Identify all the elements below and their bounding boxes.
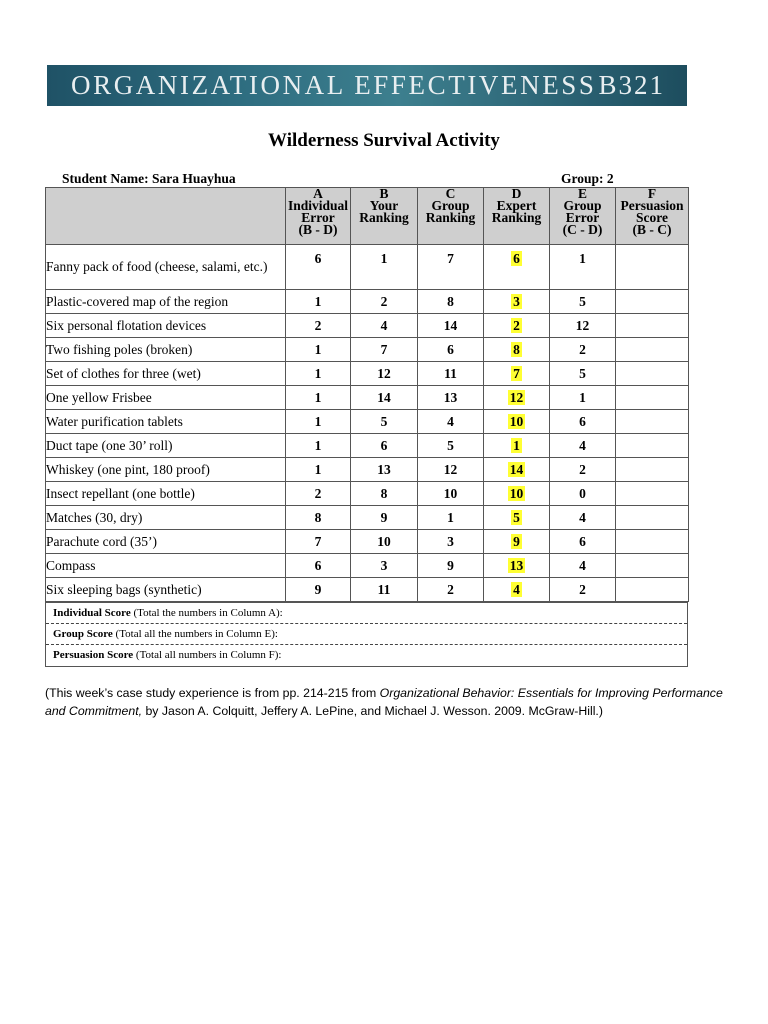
cell-value: 11	[377, 581, 391, 597]
cell-col-c	[418, 578, 484, 602]
item-name: Six personal flotation devices	[46, 314, 286, 338]
cell-value: 6	[380, 437, 388, 453]
expert-ranking-value: 14	[509, 461, 524, 477]
column-header-line: Your	[369, 198, 399, 213]
cell-col-c	[418, 434, 484, 458]
note-book-title: Organizational Behavior: Essentials for Improving Performance and Commitment,	[45, 686, 723, 718]
cell-col-a	[286, 578, 351, 602]
table-row	[46, 410, 689, 434]
cell-value: 6	[579, 533, 586, 549]
cell-col-d	[484, 338, 550, 362]
cell-col-a	[286, 386, 351, 410]
cell-col-d	[484, 410, 550, 434]
cell-value: 12	[443, 461, 458, 477]
cell-col-b	[351, 290, 418, 314]
cell-col-b	[351, 386, 418, 410]
cell-col-c	[418, 410, 484, 434]
cell-value: 4	[579, 557, 586, 573]
cell-col-c	[418, 314, 484, 338]
cell-col-c	[418, 338, 484, 362]
table-row	[46, 434, 689, 458]
table-row	[46, 386, 689, 410]
cell-value: 1	[314, 341, 322, 357]
cell-value: 6	[314, 251, 322, 266]
table-row	[46, 245, 689, 290]
cell-col-b	[351, 338, 418, 362]
cell-col-d	[484, 482, 550, 506]
cell-col-e	[550, 554, 616, 578]
cell-col-f[interactable]	[616, 554, 689, 578]
cell-col-d	[484, 578, 550, 602]
score-row[interactable]	[46, 645, 687, 666]
ranking-table	[45, 187, 689, 602]
cell-value: 4	[380, 317, 388, 333]
column-header-line: Ranking	[491, 210, 542, 225]
cell-col-a	[286, 245, 351, 290]
cell-value: 5	[579, 365, 586, 381]
expert-ranking-value: 2	[513, 317, 520, 333]
column-header-line: Individual	[287, 198, 349, 213]
cell-col-b	[351, 245, 418, 290]
column-header-line: (B - D)	[298, 222, 338, 237]
cell-value: 1	[579, 389, 586, 405]
cell-value: 6	[314, 557, 322, 573]
column-header-c	[418, 188, 484, 245]
cell-value: 2	[579, 461, 586, 477]
cell-value: 1	[314, 365, 322, 381]
cell-col-c	[418, 290, 484, 314]
cell-col-a	[286, 458, 351, 482]
cell-col-f[interactable]	[616, 482, 689, 506]
cell-col-f[interactable]	[616, 362, 689, 386]
cell-value: 8	[380, 485, 388, 501]
cell-col-e	[550, 482, 616, 506]
cell-value: 1	[447, 509, 454, 525]
item-name: Whiskey (one pint, 180 proof)	[46, 458, 286, 482]
cell-col-d	[484, 386, 550, 410]
cell-col-a	[286, 290, 351, 314]
cell-value: 2	[447, 581, 454, 597]
expert-ranking-value: 5	[513, 509, 520, 525]
cell-col-d	[484, 362, 550, 386]
cell-value: 9	[380, 509, 388, 525]
cell-value: 4	[579, 509, 586, 525]
cell-col-a	[286, 554, 351, 578]
item-header-cell	[46, 188, 286, 245]
cell-value: 3	[380, 557, 388, 573]
item-name: Compass	[46, 554, 286, 578]
table-header-row	[46, 188, 689, 245]
column-header-line: Ranking	[359, 210, 409, 225]
item-name: Set of clothes for three (wet)	[46, 362, 286, 386]
cell-value: 1	[579, 251, 586, 266]
item-name: Plastic-covered map of the region	[46, 290, 286, 314]
cell-value: 6	[579, 413, 586, 429]
cell-col-b	[351, 434, 418, 458]
table-row	[46, 578, 689, 602]
cell-col-b	[351, 410, 418, 434]
course-banner	[47, 65, 687, 106]
note-suffix: by Jason A. Colquitt, Jeffery A. LePine, and Michael J. Wesson. 2009. McGraw-Hill.)	[142, 704, 603, 718]
expert-ranking-value: 4	[513, 581, 520, 597]
expert-ranking-value: 7	[513, 365, 520, 381]
document-title: Wilderness Survival Activity	[268, 130, 500, 151]
cell-value: 2	[314, 485, 322, 501]
cell-col-c	[418, 245, 484, 290]
cell-col-a	[286, 434, 351, 458]
cell-col-d	[484, 245, 550, 290]
expert-ranking-value: 9	[513, 533, 520, 549]
cell-value: 8	[314, 509, 322, 525]
cell-value: 8	[447, 293, 454, 309]
cell-col-a	[286, 482, 351, 506]
cell-value: 2	[380, 293, 388, 309]
cell-col-d	[484, 434, 550, 458]
table-row	[46, 482, 689, 506]
column-header-line: Expert	[496, 198, 537, 213]
group-number: Group: 2	[561, 171, 614, 186]
cell-value: 1	[314, 413, 322, 429]
cell-col-f[interactable]	[616, 434, 689, 458]
student-name: Student Name: Sara Huayhua	[62, 171, 236, 186]
cell-value: 2	[579, 581, 586, 597]
cell-col-b	[351, 362, 418, 386]
cell-col-c	[418, 386, 484, 410]
table-row	[46, 458, 689, 482]
cell-col-a	[286, 338, 351, 362]
cell-col-d	[484, 530, 550, 554]
cell-value: 7	[447, 251, 454, 266]
cell-value: 1	[314, 293, 322, 309]
cell-value: 14	[377, 389, 391, 405]
cell-col-e	[550, 362, 616, 386]
cell-col-c	[418, 530, 484, 554]
cell-col-f[interactable]	[616, 458, 689, 482]
cell-value: 10	[443, 485, 458, 501]
cell-col-a	[286, 362, 351, 386]
item-name: Parachute cord (35’)	[46, 530, 286, 554]
column-header-line: Score	[636, 210, 668, 225]
expert-ranking-value: 1	[513, 437, 520, 453]
item-name: Two fishing poles (broken)	[46, 338, 286, 362]
cell-col-d	[484, 290, 550, 314]
column-letter: C	[445, 186, 456, 201]
cell-col-e	[550, 506, 616, 530]
expert-ranking-value: 3	[513, 293, 520, 309]
cell-value: 1	[314, 461, 322, 477]
table-row	[46, 554, 689, 578]
table-row	[46, 290, 689, 314]
note-prefix: (This week’s case study experience is from pp. 214-215 from	[45, 686, 380, 700]
cell-col-f[interactable]	[616, 530, 689, 554]
score-row[interactable]	[46, 603, 687, 624]
score-label: Individual Score	[53, 607, 131, 619]
cell-value: 1	[380, 251, 388, 266]
cell-col-c	[418, 554, 484, 578]
cell-col-b	[351, 530, 418, 554]
cell-value: 7	[314, 533, 322, 549]
cell-value: 1	[314, 437, 322, 453]
item-name: Insect repellant (one bottle)	[46, 482, 286, 506]
cell-value: 0	[579, 485, 586, 501]
cell-value: 7	[380, 341, 388, 357]
cell-value: 5	[579, 293, 586, 309]
cell-col-f[interactable]	[616, 290, 689, 314]
cell-value: 14	[443, 317, 458, 333]
table-row	[46, 362, 689, 386]
score-description: (Total all the numbers in Column E):	[112, 628, 278, 640]
cell-col-e	[550, 245, 616, 290]
item-name: Fanny pack of food (cheese, salami, etc.)	[46, 245, 286, 290]
score-label: Persuasion Score	[53, 649, 134, 661]
column-header-a	[286, 188, 351, 245]
cell-col-c	[418, 506, 484, 530]
cell-col-e	[550, 530, 616, 554]
cell-col-b	[351, 578, 418, 602]
cell-col-f[interactable]	[616, 578, 689, 602]
column-header-line: Group	[431, 198, 470, 213]
table-row	[46, 506, 689, 530]
cell-col-b	[351, 554, 418, 578]
cell-col-e	[550, 434, 616, 458]
cell-value: 10	[377, 533, 391, 549]
cell-col-b	[351, 458, 418, 482]
cell-value: 13	[377, 461, 391, 477]
cell-value: 11	[444, 365, 457, 381]
column-header-f	[616, 188, 689, 245]
column-header-line: Persuasion	[620, 198, 684, 213]
cell-col-a	[286, 530, 351, 554]
cell-value: 5	[380, 413, 388, 429]
column-header-line: Error	[565, 210, 600, 225]
cell-col-a	[286, 410, 351, 434]
column-header-d	[484, 188, 550, 245]
cell-col-e	[550, 386, 616, 410]
cell-value: 4	[579, 437, 586, 453]
cell-value: 2	[314, 317, 322, 333]
cell-col-a	[286, 506, 351, 530]
column-letter: A	[313, 186, 323, 201]
cell-col-b	[351, 506, 418, 530]
expert-ranking-value: 8	[513, 341, 520, 357]
score-description: (Total the numbers in Column A):	[130, 607, 283, 619]
item-name: Six sleeping bags (synthetic)	[46, 578, 286, 602]
score-summary	[45, 602, 688, 667]
item-name: One yellow Frisbee	[46, 386, 286, 410]
score-row[interactable]	[46, 624, 687, 645]
cell-value: 4	[447, 413, 454, 429]
cell-value: 3	[447, 533, 454, 549]
cell-col-c	[418, 362, 484, 386]
column-header-line: (B - C)	[632, 222, 672, 237]
column-header-line: Error	[301, 210, 335, 225]
cell-col-f[interactable]	[616, 338, 689, 362]
item-name: Duct tape (one 30’ roll)	[46, 434, 286, 458]
cell-value: 13	[443, 389, 458, 405]
expert-ranking-value: 6	[513, 251, 520, 266]
column-letter: E	[577, 186, 587, 201]
cell-col-f[interactable]	[616, 410, 689, 434]
cell-value: 1	[314, 389, 322, 405]
cell-col-d	[484, 506, 550, 530]
expert-ranking-value: 13	[509, 557, 524, 573]
column-header-line: Ranking	[425, 210, 476, 225]
expert-ranking-value: 10	[509, 485, 524, 501]
cell-value: 12	[377, 365, 391, 381]
table-body	[46, 245, 689, 602]
cell-col-c	[418, 482, 484, 506]
score-description: (Total all numbers in Column F):	[133, 649, 282, 661]
cell-col-e	[550, 410, 616, 434]
expert-ranking-value: 10	[509, 413, 524, 429]
column-letter: B	[379, 186, 389, 201]
expert-ranking-value: 12	[509, 389, 524, 405]
cell-col-f[interactable]	[616, 245, 689, 290]
cell-col-f[interactable]	[616, 386, 689, 410]
table-row	[46, 530, 689, 554]
column-header-line: Group	[563, 198, 602, 213]
cell-col-d	[484, 554, 550, 578]
score-label: Group Score	[53, 628, 113, 640]
cell-value: 6	[447, 341, 454, 357]
source-note	[45, 684, 735, 720]
cell-value: 2	[579, 341, 586, 357]
column-header-line: (C - D)	[562, 222, 603, 237]
cell-col-e	[550, 290, 616, 314]
cell-value: 9	[447, 557, 454, 573]
cell-col-d	[484, 458, 550, 482]
item-name: Water purification tablets	[46, 410, 286, 434]
column-header-b	[351, 188, 418, 245]
banner-title: ORGANIZATIONAL EFFECTIVENESS	[71, 70, 597, 100]
column-header-e	[550, 188, 616, 245]
cell-value: 5	[447, 437, 454, 453]
cell-col-e	[550, 338, 616, 362]
cell-value: 12	[575, 317, 590, 333]
cell-col-e	[550, 314, 616, 338]
cell-col-f[interactable]	[616, 506, 689, 530]
column-letter: F	[647, 186, 657, 201]
cell-col-b	[351, 482, 418, 506]
cell-col-e	[550, 458, 616, 482]
cell-col-c	[418, 458, 484, 482]
table-row	[46, 338, 689, 362]
cell-col-e	[550, 578, 616, 602]
cell-col-a	[286, 314, 351, 338]
cell-value: 9	[314, 581, 322, 597]
column-letter: D	[511, 186, 522, 201]
cell-col-f[interactable]	[616, 314, 689, 338]
banner-course-code: B321	[598, 70, 665, 100]
cell-col-b	[351, 314, 418, 338]
table-row	[46, 314, 689, 338]
cell-col-d	[484, 314, 550, 338]
item-name: Matches (30, dry)	[46, 506, 286, 530]
